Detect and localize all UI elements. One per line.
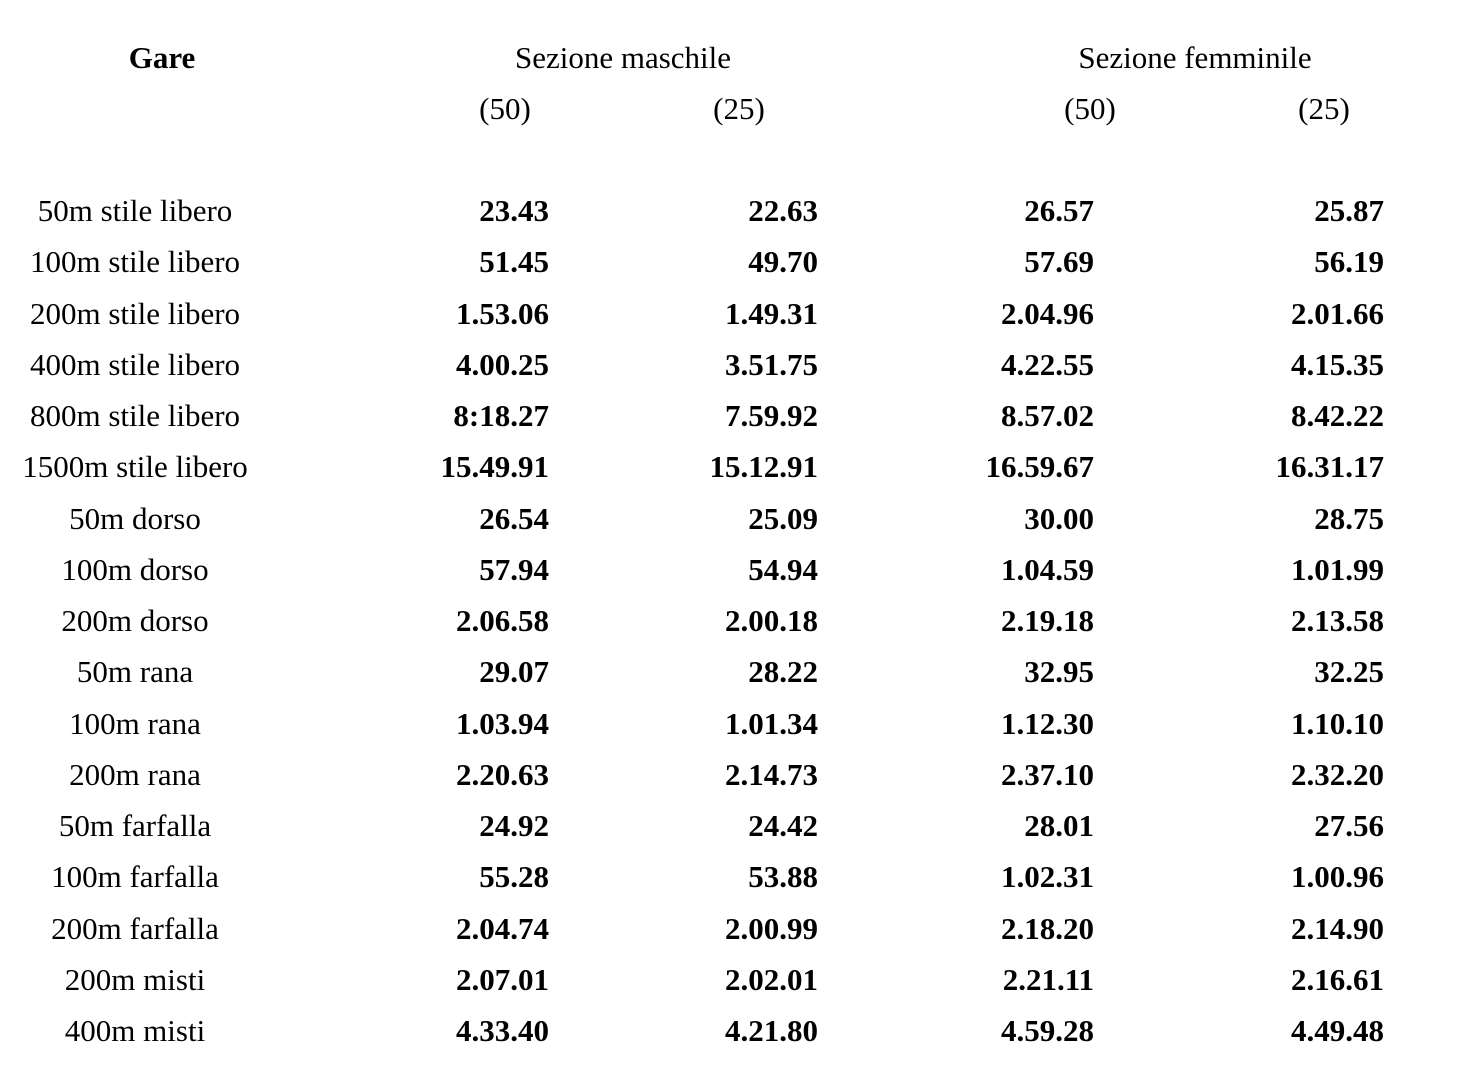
- women-25-time: 27.56: [1314, 808, 1384, 843]
- men-25-time: 54.94: [748, 552, 818, 587]
- women-25-time: 1.00.96: [1291, 859, 1384, 894]
- table-row: [0, 501, 1472, 552]
- event-name: 400m stile libero: [29, 347, 241, 382]
- event-name: 50m stile libero: [37, 193, 233, 228]
- men-section-header: Sezione maschile: [514, 40, 732, 75]
- table-row: [0, 603, 1472, 654]
- men-50-time: 29.07: [479, 654, 549, 689]
- women-25-time: 1.01.99: [1291, 552, 1384, 587]
- women-25-time: 32.25: [1314, 654, 1384, 689]
- event-name: 400m misti: [64, 1013, 206, 1048]
- men-25-time: 7.59.92: [725, 398, 818, 433]
- women-25-time: 2.01.66: [1291, 296, 1384, 331]
- women-50-time: 2.18.20: [1001, 911, 1094, 946]
- event-name: 100m stile libero: [29, 244, 241, 279]
- table-row: [0, 808, 1472, 859]
- men-50-time: 26.54: [479, 501, 549, 536]
- table-row: [0, 706, 1472, 757]
- women-50-time: 30.00: [1024, 501, 1094, 536]
- men-25-time: 49.70: [748, 244, 818, 279]
- men-25-time: 3.51.75: [725, 347, 818, 382]
- men-50-time: 1.03.94: [456, 706, 549, 741]
- women-50-time: 26.57: [1024, 193, 1094, 228]
- men-50-time: 2.04.74: [456, 911, 549, 946]
- women-50-time: 57.69: [1024, 244, 1094, 279]
- women-section-header: Sezione femminile: [1078, 40, 1312, 75]
- event-name: 100m rana: [69, 706, 201, 741]
- women-25-time: 16.31.17: [1275, 449, 1384, 484]
- men-50-time: 2.20.63: [456, 757, 549, 792]
- event-name: 200m dorso: [61, 603, 209, 638]
- women-pool-25-header: (25): [1298, 91, 1350, 126]
- women-25-time: 2.32.20: [1291, 757, 1384, 792]
- women-25-time: 4.15.35: [1291, 347, 1384, 382]
- events-column-header: Gare: [128, 40, 196, 75]
- women-50-time: 4.22.55: [1001, 347, 1094, 382]
- women-50-time: 16.59.67: [985, 449, 1094, 484]
- men-25-time: 15.12.91: [709, 449, 818, 484]
- women-50-time: 28.01: [1024, 808, 1094, 843]
- women-25-time: 2.13.58: [1291, 603, 1384, 638]
- table-row: [0, 1013, 1472, 1064]
- men-50-time: 4.00.25: [456, 347, 549, 382]
- men-25-time: 2.00.99: [725, 911, 818, 946]
- women-50-time: 2.37.10: [1001, 757, 1094, 792]
- men-50-time: 51.45: [479, 244, 549, 279]
- men-50-time: 15.49.91: [440, 449, 549, 484]
- men-50-time: 23.43: [479, 193, 549, 228]
- women-50-time: 1.12.30: [1001, 706, 1094, 741]
- women-50-time: 32.95: [1024, 654, 1094, 689]
- men-50-time: 2.06.58: [456, 603, 549, 638]
- men-50-time: 1.53.06: [456, 296, 549, 331]
- event-name: 50m dorso: [69, 501, 201, 536]
- table-row: [0, 398, 1472, 449]
- men-50-time: 4.33.40: [456, 1013, 549, 1048]
- table-row: [0, 552, 1472, 603]
- men-25-time: 2.02.01: [725, 962, 818, 997]
- event-name: 100m farfalla: [51, 859, 219, 894]
- women-50-time: 2.04.96: [1001, 296, 1094, 331]
- event-name: 200m rana: [69, 757, 201, 792]
- men-50-time: 2.07.01: [456, 962, 549, 997]
- women-25-time: 2.14.90: [1291, 911, 1384, 946]
- men-25-time: 22.63: [748, 193, 818, 228]
- men-25-time: 2.14.73: [725, 757, 818, 792]
- event-name: 1500m stile libero: [22, 449, 248, 484]
- men-50-time: 55.28: [479, 859, 549, 894]
- event-name: 50m farfalla: [58, 808, 212, 843]
- men-25-time: 1.49.31: [725, 296, 818, 331]
- event-name: 100m dorso: [61, 552, 209, 587]
- event-name: 200m stile libero: [29, 296, 241, 331]
- women-50-time: 1.04.59: [1001, 552, 1094, 587]
- men-pool-25-header: (25): [713, 91, 765, 126]
- table-row: [0, 859, 1472, 910]
- men-25-time: 28.22: [748, 654, 818, 689]
- men-pool-50-header: (50): [479, 91, 531, 126]
- table-row: [0, 193, 1472, 244]
- men-25-time: 1.01.34: [725, 706, 818, 741]
- table-row: [0, 449, 1472, 500]
- women-25-time: 8.42.22: [1291, 398, 1384, 433]
- men-50-time: 57.94: [479, 552, 549, 587]
- event-name: 50m rana: [76, 654, 194, 689]
- event-name: 800m stile libero: [29, 398, 241, 433]
- table-row: [0, 244, 1472, 295]
- table-row: [0, 911, 1472, 962]
- women-25-time: 1.10.10: [1291, 706, 1384, 741]
- table-row: [0, 757, 1472, 808]
- women-25-time: 56.19: [1314, 244, 1384, 279]
- event-name: 200m farfalla: [51, 911, 219, 946]
- men-25-time: 4.21.80: [725, 1013, 818, 1048]
- men-50-time: 8:18.27: [453, 398, 549, 433]
- men-25-time: 53.88: [748, 859, 818, 894]
- women-pool-50-header: (50): [1064, 91, 1116, 126]
- women-25-time: 4.49.48: [1291, 1013, 1384, 1048]
- men-25-time: 25.09: [748, 501, 818, 536]
- women-25-time: 2.16.61: [1291, 962, 1384, 997]
- table-row: [0, 296, 1472, 347]
- men-50-time: 24.92: [479, 808, 549, 843]
- men-25-time: 2.00.18: [725, 603, 818, 638]
- table-row: [0, 962, 1472, 1013]
- men-25-time: 24.42: [748, 808, 818, 843]
- women-50-time: 1.02.31: [1001, 859, 1094, 894]
- women-25-time: 28.75: [1314, 501, 1384, 536]
- table-row: [0, 347, 1472, 398]
- women-50-time: 2.21.11: [1002, 962, 1094, 997]
- women-50-time: 8.57.02: [1001, 398, 1094, 433]
- table-row: [0, 654, 1472, 705]
- event-name: 200m misti: [64, 962, 206, 997]
- women-25-time: 25.87: [1314, 193, 1384, 228]
- women-50-time: 2.19.18: [1001, 603, 1094, 638]
- women-50-time: 4.59.28: [1001, 1013, 1094, 1048]
